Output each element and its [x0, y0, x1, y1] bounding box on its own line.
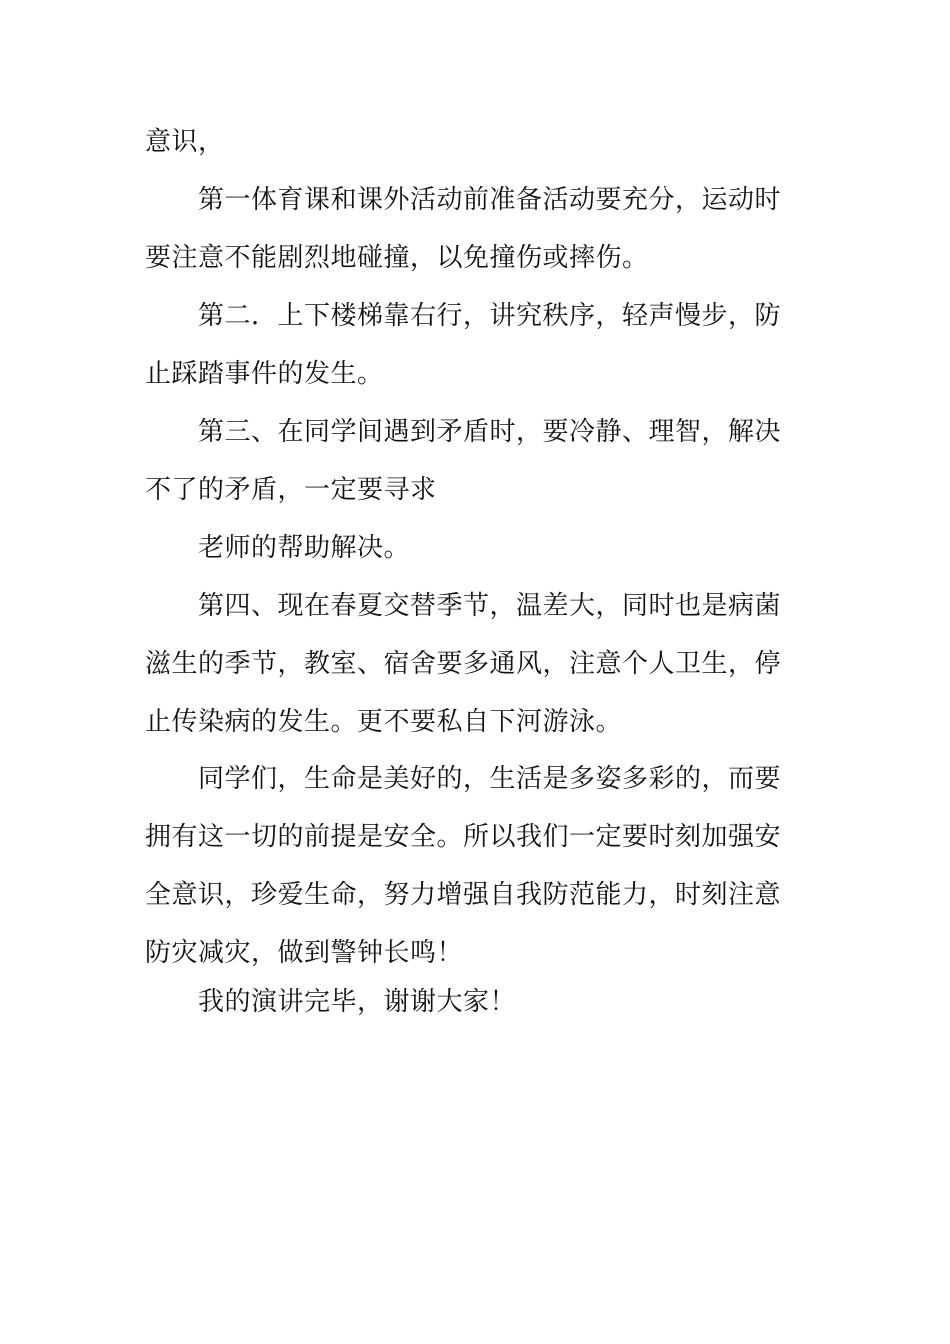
paragraph-first-point: 第一体育课和课外活动前准备活动要充分，运动时要注意不能剧烈地碰撞，以免撞伤或摔伤。 [145, 185, 782, 273]
paragraph-closing: 同学们，生命是美好的，生活是多姿多彩的，而要拥有这一切的前提是安全。所以我们一定要时刻加强安全意识，珍爱生命，努力增强自我防范能力，时刻注意防灾减灾，做到警钟长鸣！ [145, 764, 782, 968]
paragraph-second-point: 第二．上下楼梯靠右行，讲究秩序，轻声慢步，防止踩踏事件的发生。 [145, 301, 782, 389]
paragraph-continuation: 意识， [145, 127, 225, 157]
paragraph-thanks: 我的演讲完毕，谢谢大家！ [198, 987, 517, 1017]
paragraph-fourth-point: 第四、现在春夏交替季节，温差大，同时也是病菌滋生的季节，教室、宿舍要多通风，注意个人卫生，停止传染病的发生。更不要私自下河游泳。 [145, 591, 782, 737]
paragraph-third-point: 第三、在同学间遇到矛盾时，要冷静、理智，解决不了的矛盾，一定要寻求 [145, 417, 782, 505]
paragraph-third-point-continued: 老师的帮助解决。 [198, 533, 411, 563]
